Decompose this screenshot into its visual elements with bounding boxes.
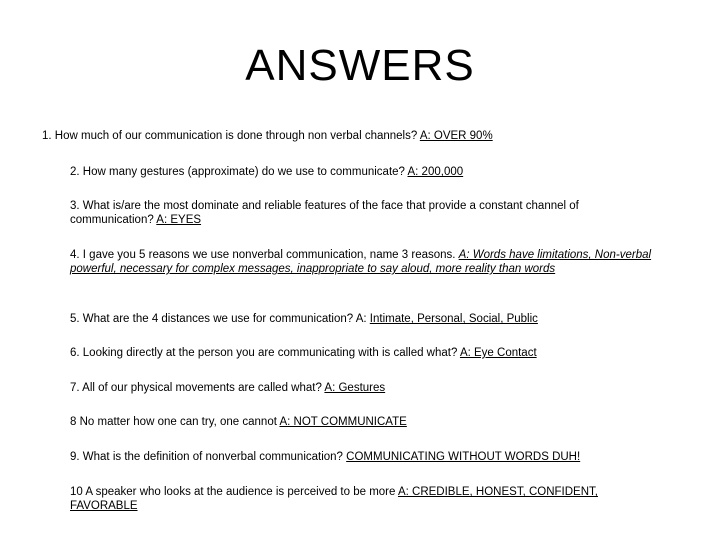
question-10 bbox=[70, 485, 660, 513]
answer-text: A: NOT COMMUNICATE bbox=[279, 416, 407, 428]
question-7 bbox=[70, 381, 670, 395]
question-text: 8 No matter how one can try, one cannot bbox=[70, 416, 280, 428]
question-9 bbox=[70, 450, 670, 464]
question-8 bbox=[70, 415, 670, 429]
answer-text: A: Eye Contact bbox=[459, 347, 537, 359]
answer-text: A: 200,000 bbox=[407, 166, 464, 178]
answer-text: A: Words have limitations, Non-verbal powerful, necessary for complex messages, inappropriate to say aloud, more reality than words bbox=[70, 249, 652, 275]
question-3 bbox=[70, 199, 660, 227]
question-text: 2. How many gestures (approximate) do we use to communicate? bbox=[70, 166, 408, 178]
question-text: 7. All of our physical movements are called what? bbox=[70, 382, 325, 394]
answer-text: A: CREDIBLE, HONEST, CONFIDENT, FAVORABLE bbox=[70, 486, 598, 512]
question-text: 9. What is the definition of nonverbal communication? bbox=[70, 451, 347, 463]
answer-text: A: Gestures bbox=[324, 382, 386, 394]
answer-text: A: EYES bbox=[156, 214, 202, 226]
answer-text: A: OVER 90% bbox=[419, 130, 493, 142]
question-text: 6. Looking directly at the person you are communicating with is called what? bbox=[70, 347, 460, 359]
question-1 bbox=[42, 129, 682, 143]
question-5 bbox=[70, 312, 670, 326]
question-text: 4. I gave you 5 reasons we use nonverbal communication, name 3 reasons. bbox=[70, 249, 459, 261]
page-title: ANSWERS bbox=[245, 41, 475, 90]
question-2 bbox=[70, 165, 670, 179]
question-text: 5. What are the 4 distances we use for communication? A: bbox=[70, 313, 370, 325]
question-6 bbox=[70, 346, 670, 360]
question-text: 1. How much of our communication is done through non verbal channels? bbox=[42, 130, 420, 142]
answer-text: Intimate, Personal, Social, Public bbox=[369, 313, 538, 325]
answer-text: COMMUNICATING WITHOUT WORDS DUH! bbox=[346, 451, 581, 463]
question-4 bbox=[70, 248, 670, 276]
question-text: 3. What is/are the most dominate and reliable features of the face that provide a constant channel of communication? bbox=[70, 200, 579, 226]
question-text: 10 A speaker who looks at the audience is perceived to be more bbox=[70, 486, 398, 498]
